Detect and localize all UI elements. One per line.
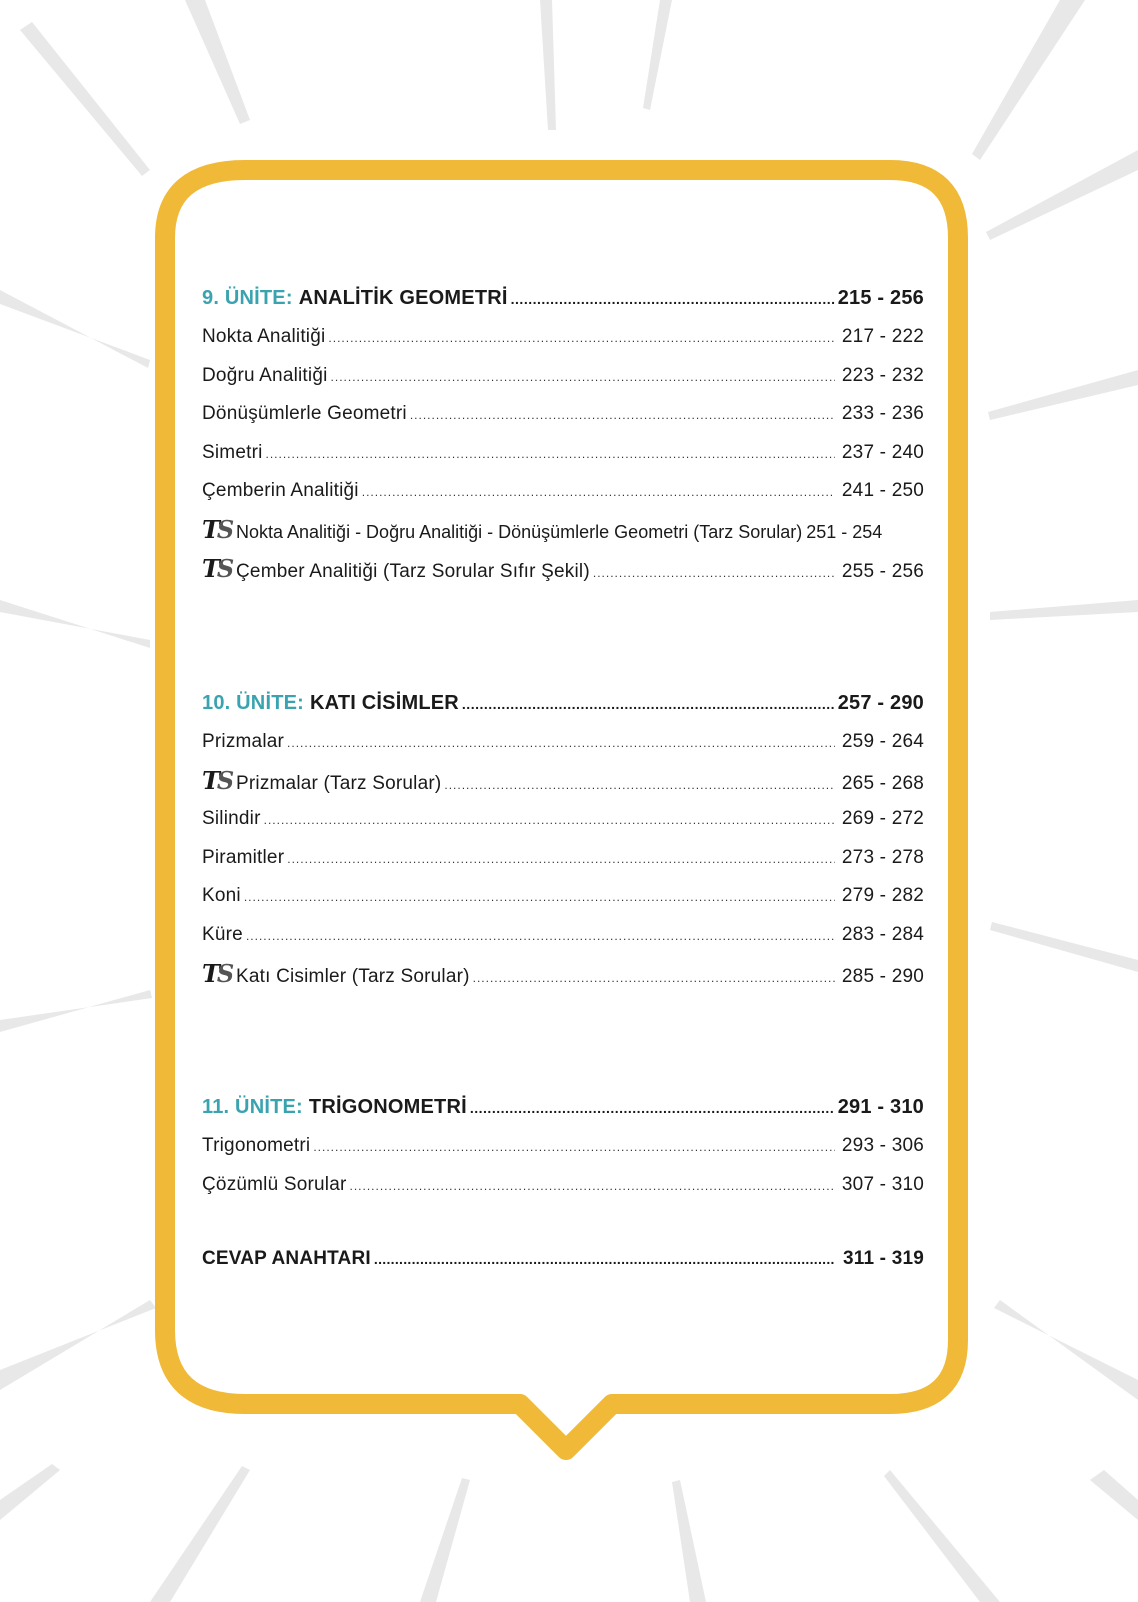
unit-number: 10. ÜNİTE: [202, 692, 305, 714]
dot-leader [470, 1088, 835, 1128]
toc-entry[interactable] [202, 800, 924, 839]
entry-title: Koni [202, 885, 241, 907]
dot-leader [444, 766, 835, 805]
page-range: 269 - 272 [841, 808, 924, 830]
toc-entry[interactable] [202, 472, 924, 511]
page-range: 283 - 284 [841, 923, 924, 945]
page-range: 233 - 236 [841, 403, 924, 425]
section-heading[interactable] [202, 1087, 924, 1127]
page-range: 311 - 319 [842, 1248, 924, 1269]
dot-leader [511, 279, 835, 319]
dot-leader [593, 554, 835, 593]
answer-key-entry[interactable] [202, 1240, 924, 1279]
entry-title: Piramitler [202, 846, 285, 868]
toc-entry[interactable] [202, 434, 924, 473]
dot-leader [473, 959, 835, 998]
toc-entry[interactable] [202, 839, 924, 878]
section-heading[interactable] [202, 278, 924, 318]
unit-number: 11. ÜNİTE: [202, 1096, 303, 1118]
toc-entry[interactable] [202, 762, 924, 801]
dot-leader [244, 878, 835, 917]
toc-entry[interactable] [202, 877, 924, 916]
toc-entry[interactable] [202, 550, 924, 589]
dot-leader [287, 840, 835, 879]
page-range: 251 - 254 [806, 521, 883, 542]
entry-title: Çözümlü Sorular [202, 1173, 347, 1195]
dot-leader [331, 358, 835, 397]
toc-entry[interactable] [202, 395, 924, 434]
dot-leader [350, 1167, 836, 1206]
page-range: 291 - 310 [837, 1096, 924, 1118]
dot-leader [266, 435, 835, 474]
toc-entry[interactable] [202, 318, 924, 357]
dot-leader [374, 1240, 835, 1279]
toc-entry[interactable] [202, 916, 924, 955]
answer-key [202, 1240, 924, 1279]
section-10 [202, 683, 924, 993]
unit-number: 9. ÜNİTE: [202, 287, 293, 309]
page-range: 255 - 256 [841, 560, 924, 582]
ts-logo-icon: TS [202, 514, 232, 544]
entry-title: Çember Analitiği (Tarz Sorular Sıfır Şekil) [236, 560, 590, 582]
entry-title: Simetri [202, 441, 263, 463]
dot-leader [287, 724, 835, 763]
page-range: 257 - 290 [837, 692, 924, 714]
entry-title: Doğru Analitiği [202, 364, 328, 386]
page-range: 259 - 264 [841, 731, 924, 752]
dot-leader [264, 801, 835, 840]
ts-logo-icon: TS [202, 553, 232, 583]
section-heading[interactable] [202, 683, 924, 723]
toc-entry[interactable] [202, 511, 924, 550]
page-range: 265 - 268 [841, 772, 924, 794]
entry-title: Küre [202, 923, 243, 945]
toc-entry[interactable] [202, 1166, 924, 1205]
dot-leader [313, 1128, 835, 1167]
toc-entry[interactable] [202, 357, 924, 396]
ts-logo-icon: TS [202, 765, 232, 795]
unit-title: TRİGONOMETRİ [308, 1096, 467, 1118]
entry-title: Nokta Analitiği [202, 326, 326, 347]
page-range: 223 - 232 [841, 364, 924, 386]
dot-leader [246, 917, 835, 956]
toc-entry[interactable] [202, 1127, 924, 1166]
page-range: 293 - 306 [841, 1135, 924, 1156]
page-range: 307 - 310 [841, 1173, 924, 1195]
dot-leader [462, 684, 835, 724]
entry-title: Silindir [202, 808, 261, 830]
unit-title: ANALİTİK GEOMETRİ [298, 287, 508, 309]
answer-key-label: CEVAP ANAHTARI [202, 1248, 371, 1269]
page-range: 273 - 278 [841, 846, 924, 868]
entry-title: Katı Cisimler (Tarz Sorular) [236, 965, 470, 987]
entry-title: Trigonometri [202, 1135, 311, 1156]
dot-leader [362, 473, 835, 512]
entry-title: Çemberin Analitiği [202, 480, 359, 502]
entry-title: Nokta Analitiği - Doğru Analitiği - Dönüşümlerle Geometri (Tarz Sorular) [236, 521, 803, 542]
ts-logo-icon: TS [202, 958, 232, 988]
entry-title: Prizmalar [202, 731, 285, 752]
page-range: 285 - 290 [841, 965, 924, 987]
page-range: 237 - 240 [841, 441, 924, 463]
section-9 [202, 278, 924, 588]
toc-entry[interactable] [202, 955, 924, 994]
page-range: 215 - 256 [837, 287, 924, 309]
section-11 [202, 1087, 924, 1204]
toc-entry[interactable] [202, 723, 924, 762]
page-range: 217 - 222 [841, 326, 924, 347]
entry-title: Prizmalar (Tarz Sorular) [236, 772, 442, 794]
entry-title: Dönüşümlerle Geometri [202, 403, 407, 425]
page-range: 241 - 250 [841, 480, 924, 502]
dot-leader [410, 396, 835, 435]
unit-title: KATI CİSİMLER [310, 692, 459, 714]
page-range: 279 - 282 [841, 885, 924, 907]
dot-leader [328, 319, 835, 358]
